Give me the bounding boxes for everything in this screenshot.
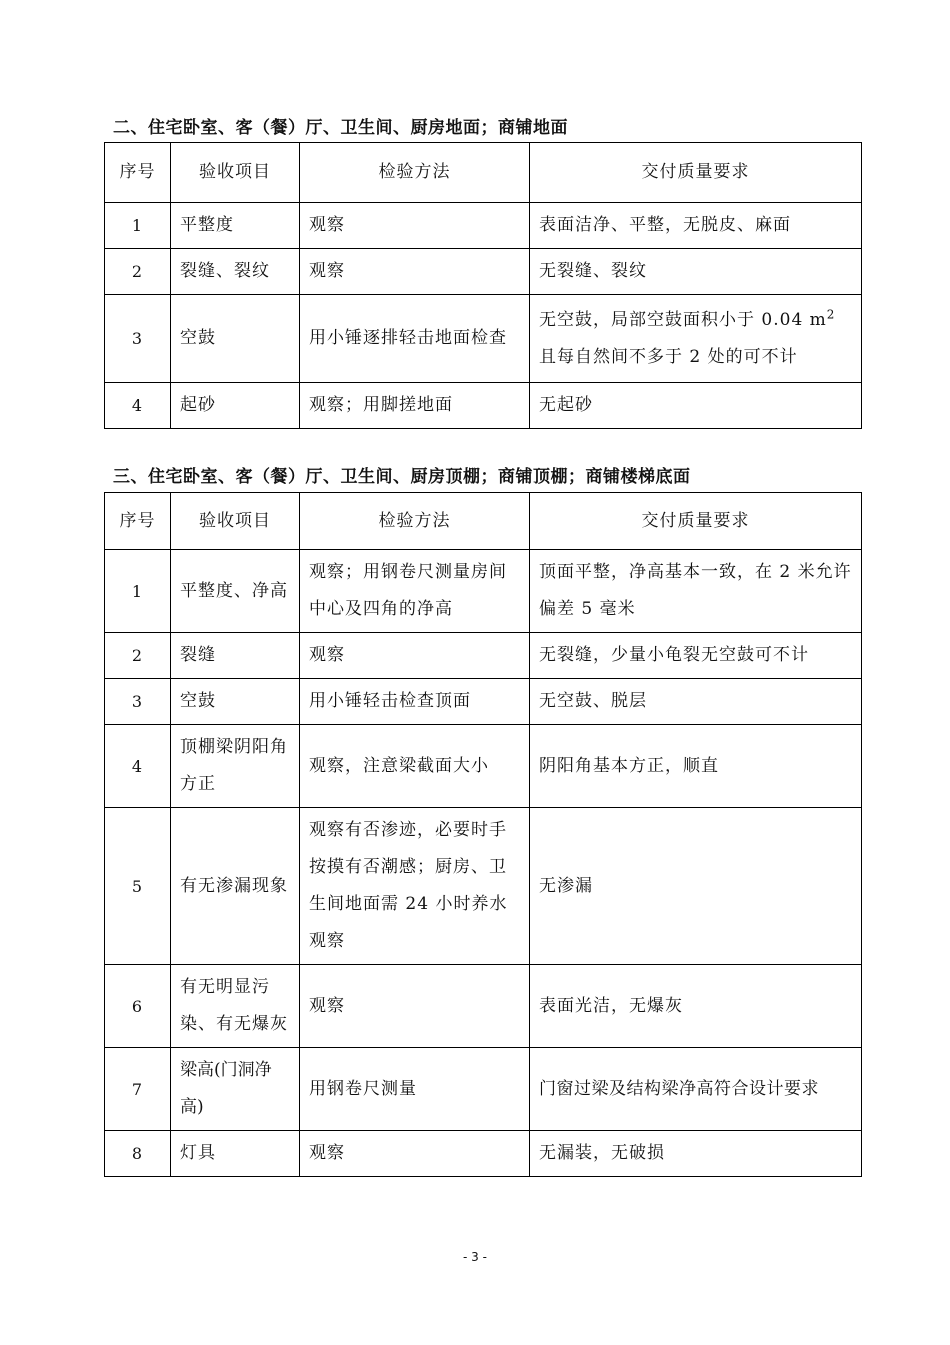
row-requirement: 无起砂 [530,383,862,429]
header-requirement: 交付质量要求 [530,493,862,550]
row-number: 4 [105,725,171,808]
row-number: 2 [105,633,171,679]
row-method: 观察有否渗迹，必要时手按摸有否潮感；厨房、卫生间地面需 24 小时养水观察 [300,808,530,965]
header-no: 序号 [105,493,171,550]
requirement-line-2: 且每自然间不多于 2 处的可不计 [539,346,798,367]
table-row [105,383,862,429]
table-row [105,203,862,249]
section-3-title: 三、住宅卧室、客（餐）厅、卫生间、厨房顶棚；商铺顶棚；商铺楼梯底面 [113,467,691,487]
header-item: 验收项目 [171,143,300,203]
row-number: 3 [105,295,171,383]
row-item: 起砂 [171,383,300,429]
table-row [105,1131,862,1177]
table-row [105,1048,862,1131]
row-number: 3 [105,679,171,725]
row-number: 5 [105,808,171,965]
header-no: 序号 [105,143,171,203]
row-item: 有无渗漏现象 [171,808,300,965]
row-item: 平整度、净高 [171,550,300,633]
row-number: 1 [105,203,171,249]
row-method: 观察 [300,965,530,1048]
row-item: 有无明显污染、有无爆灰 [171,965,300,1048]
header-requirement: 交付质量要求 [530,143,862,203]
table-row [105,679,862,725]
header-item: 验收项目 [171,493,300,550]
row-requirement: 顶面平整，净高基本一致，在 2 米允许偏差 5 毫米 [530,550,862,633]
row-item: 空鼓 [171,295,300,383]
row-method: 用钢卷尺测量 [300,1048,530,1131]
table-row [105,965,862,1048]
row-item: 平整度 [171,203,300,249]
row-requirement: 阴阳角基本方正，顺直 [530,725,862,808]
row-requirement: 无渗漏 [530,808,862,965]
row-item: 裂缝 [171,633,300,679]
row-number: 2 [105,249,171,295]
superscript-2: 2 [826,306,836,321]
table-header-row [105,143,862,203]
section-2-title: 二、住宅卧室、客（餐）厅、卫生间、厨房地面；商铺地面 [113,118,568,138]
ceiling-inspection-table [104,492,862,1177]
row-method: 观察，注意梁截面大小 [300,725,530,808]
row-method: 观察 [300,249,530,295]
row-method: 观察 [300,1131,530,1177]
row-item: 顶棚梁阴阳角方正 [171,725,300,808]
table-row [105,808,862,965]
table-row [105,725,862,808]
header-method: 检验方法 [300,493,530,550]
row-method: 观察；用钢卷尺测量房间中心及四角的净高 [300,550,530,633]
table-header-row [105,493,862,550]
row-method: 用小锤轻击检查顶面 [300,679,530,725]
row-number: 1 [105,550,171,633]
row-item: 梁高(门洞净高) [171,1048,300,1131]
row-number: 7 [105,1048,171,1131]
table-row [105,295,862,383]
row-number: 8 [105,1131,171,1177]
row-requirement: 表面光洁，无爆灰 [530,965,862,1048]
row-requirement: 无漏装，无破损 [530,1131,862,1177]
row-requirement: 无裂缝，少量小龟裂无空鼓可不计 [530,633,862,679]
row-requirement [530,295,862,383]
row-item: 空鼓 [171,679,300,725]
header-method: 检验方法 [300,143,530,203]
row-item: 裂缝、裂纹 [171,249,300,295]
row-method: 用小锤逐排轻击地面检查 [300,295,530,383]
row-requirement: 无空鼓、脱层 [530,679,862,725]
row-requirement: 表面洁净、平整，无脱皮、麻面 [530,203,862,249]
table-row [105,550,862,633]
row-number: 4 [105,383,171,429]
table-row [105,633,862,679]
row-number: 6 [105,965,171,1048]
row-method: 观察 [300,633,530,679]
row-requirement: 门窗过梁及结构梁净高符合设计要求 [530,1048,862,1131]
table-row [105,249,862,295]
floor-inspection-table [104,142,862,429]
row-item: 灯具 [171,1131,300,1177]
requirement-line-1: 无空鼓，局部空鼓面积小于 0.04 m [539,309,827,330]
row-method: 观察 [300,203,530,249]
row-method: 观察；用脚搓地面 [300,383,530,429]
row-requirement: 无裂缝、裂纹 [530,249,862,295]
page-number: - 3 - [463,1250,487,1264]
